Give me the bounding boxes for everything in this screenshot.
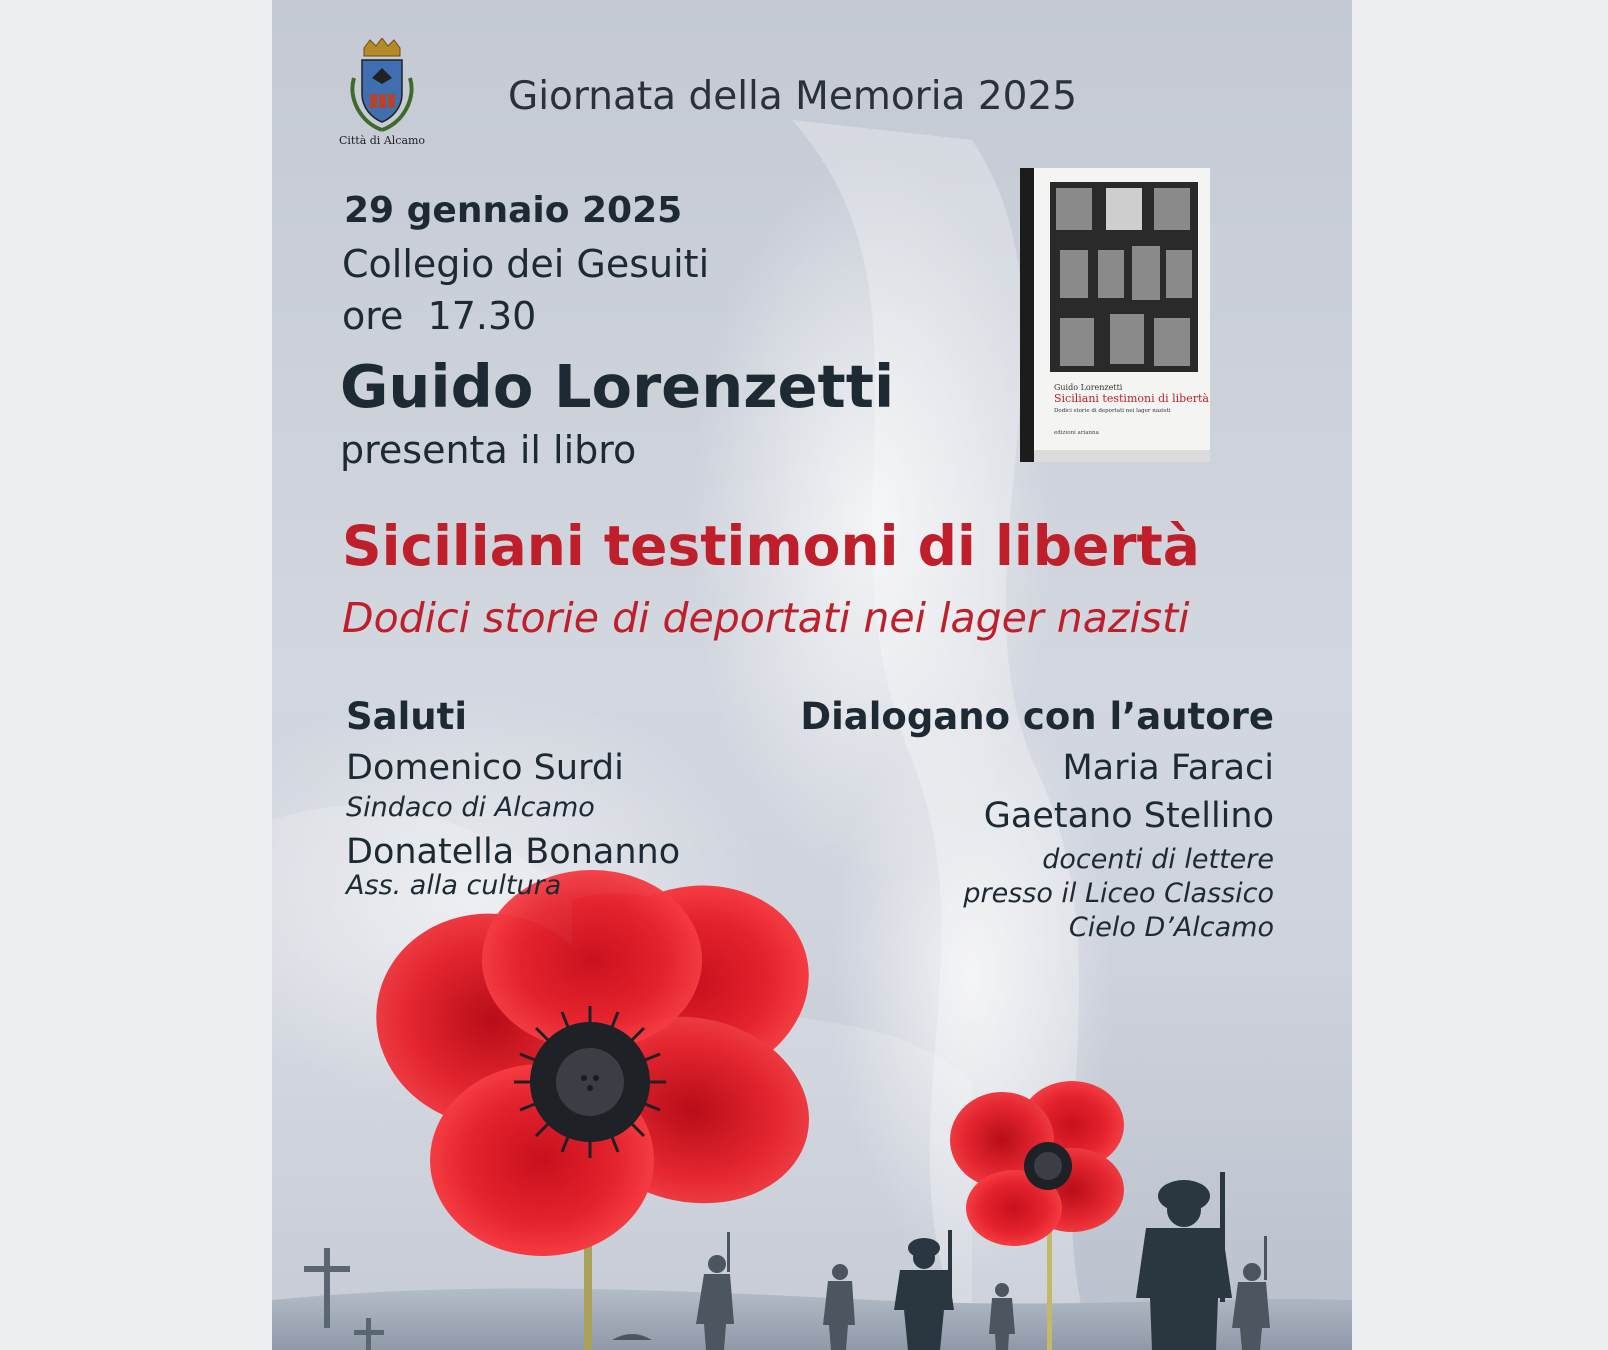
event-poster <box>272 0 1352 1350</box>
dialogue-role-line: docenti di lettere <box>1042 844 1274 875</box>
event-date: 29 gennaio 2025 <box>344 190 683 231</box>
greeting-person-role: Ass. alla cultura <box>346 870 562 901</box>
dialogue-role-line: Cielo D’Alcamo <box>1068 912 1274 943</box>
book-cover-title: Siciliani testimoni di libertà <box>1054 392 1209 405</box>
event-time: ore 17.30 <box>342 294 537 338</box>
event-title: Giornata della Memoria 2025 <box>508 74 1078 119</box>
greetings-heading: Saluti <box>346 695 468 738</box>
dialogue-person-name: Maria Faraci <box>1062 748 1274 788</box>
book-cover-publisher: edizioni arianna <box>1054 430 1099 436</box>
poppy-flower-icon <box>950 1081 1124 1246</box>
book-cover-author: Guido Lorenzetti <box>1054 383 1123 392</box>
book-cover-subtitle: Dodici storie di deportati nei lager nazisti <box>1054 408 1171 414</box>
greeting-person-role: Sindaco di Alcamo <box>346 792 595 823</box>
dialogue-person-name: Gaetano Stellino <box>983 796 1274 836</box>
portrait-grid <box>1056 188 1192 366</box>
greeting-person-name: Domenico Surdi <box>346 748 624 788</box>
book-cover-image <box>1020 168 1210 462</box>
book-subtitle: Dodici storie di deportati nei lager nazisti <box>342 594 1190 642</box>
poppy-stem <box>1047 1230 1052 1350</box>
dialogue-heading: Dialogano con l’autore <box>800 695 1274 738</box>
city-name: Città di Alcamo <box>338 134 426 147</box>
greeting-person-name: Donatella Bonanno <box>346 832 681 872</box>
dialogue-role-line: presso il Liceo Classico <box>963 878 1274 909</box>
city-coat-of-arms-icon <box>342 38 422 148</box>
event-venue: Collegio dei Gesuiti <box>342 242 710 286</box>
presents-label: presenta il libro <box>340 428 637 472</box>
author-name: Guido Lorenzetti <box>340 352 895 421</box>
book-title: Siciliani testimoni di libertà <box>342 514 1200 578</box>
